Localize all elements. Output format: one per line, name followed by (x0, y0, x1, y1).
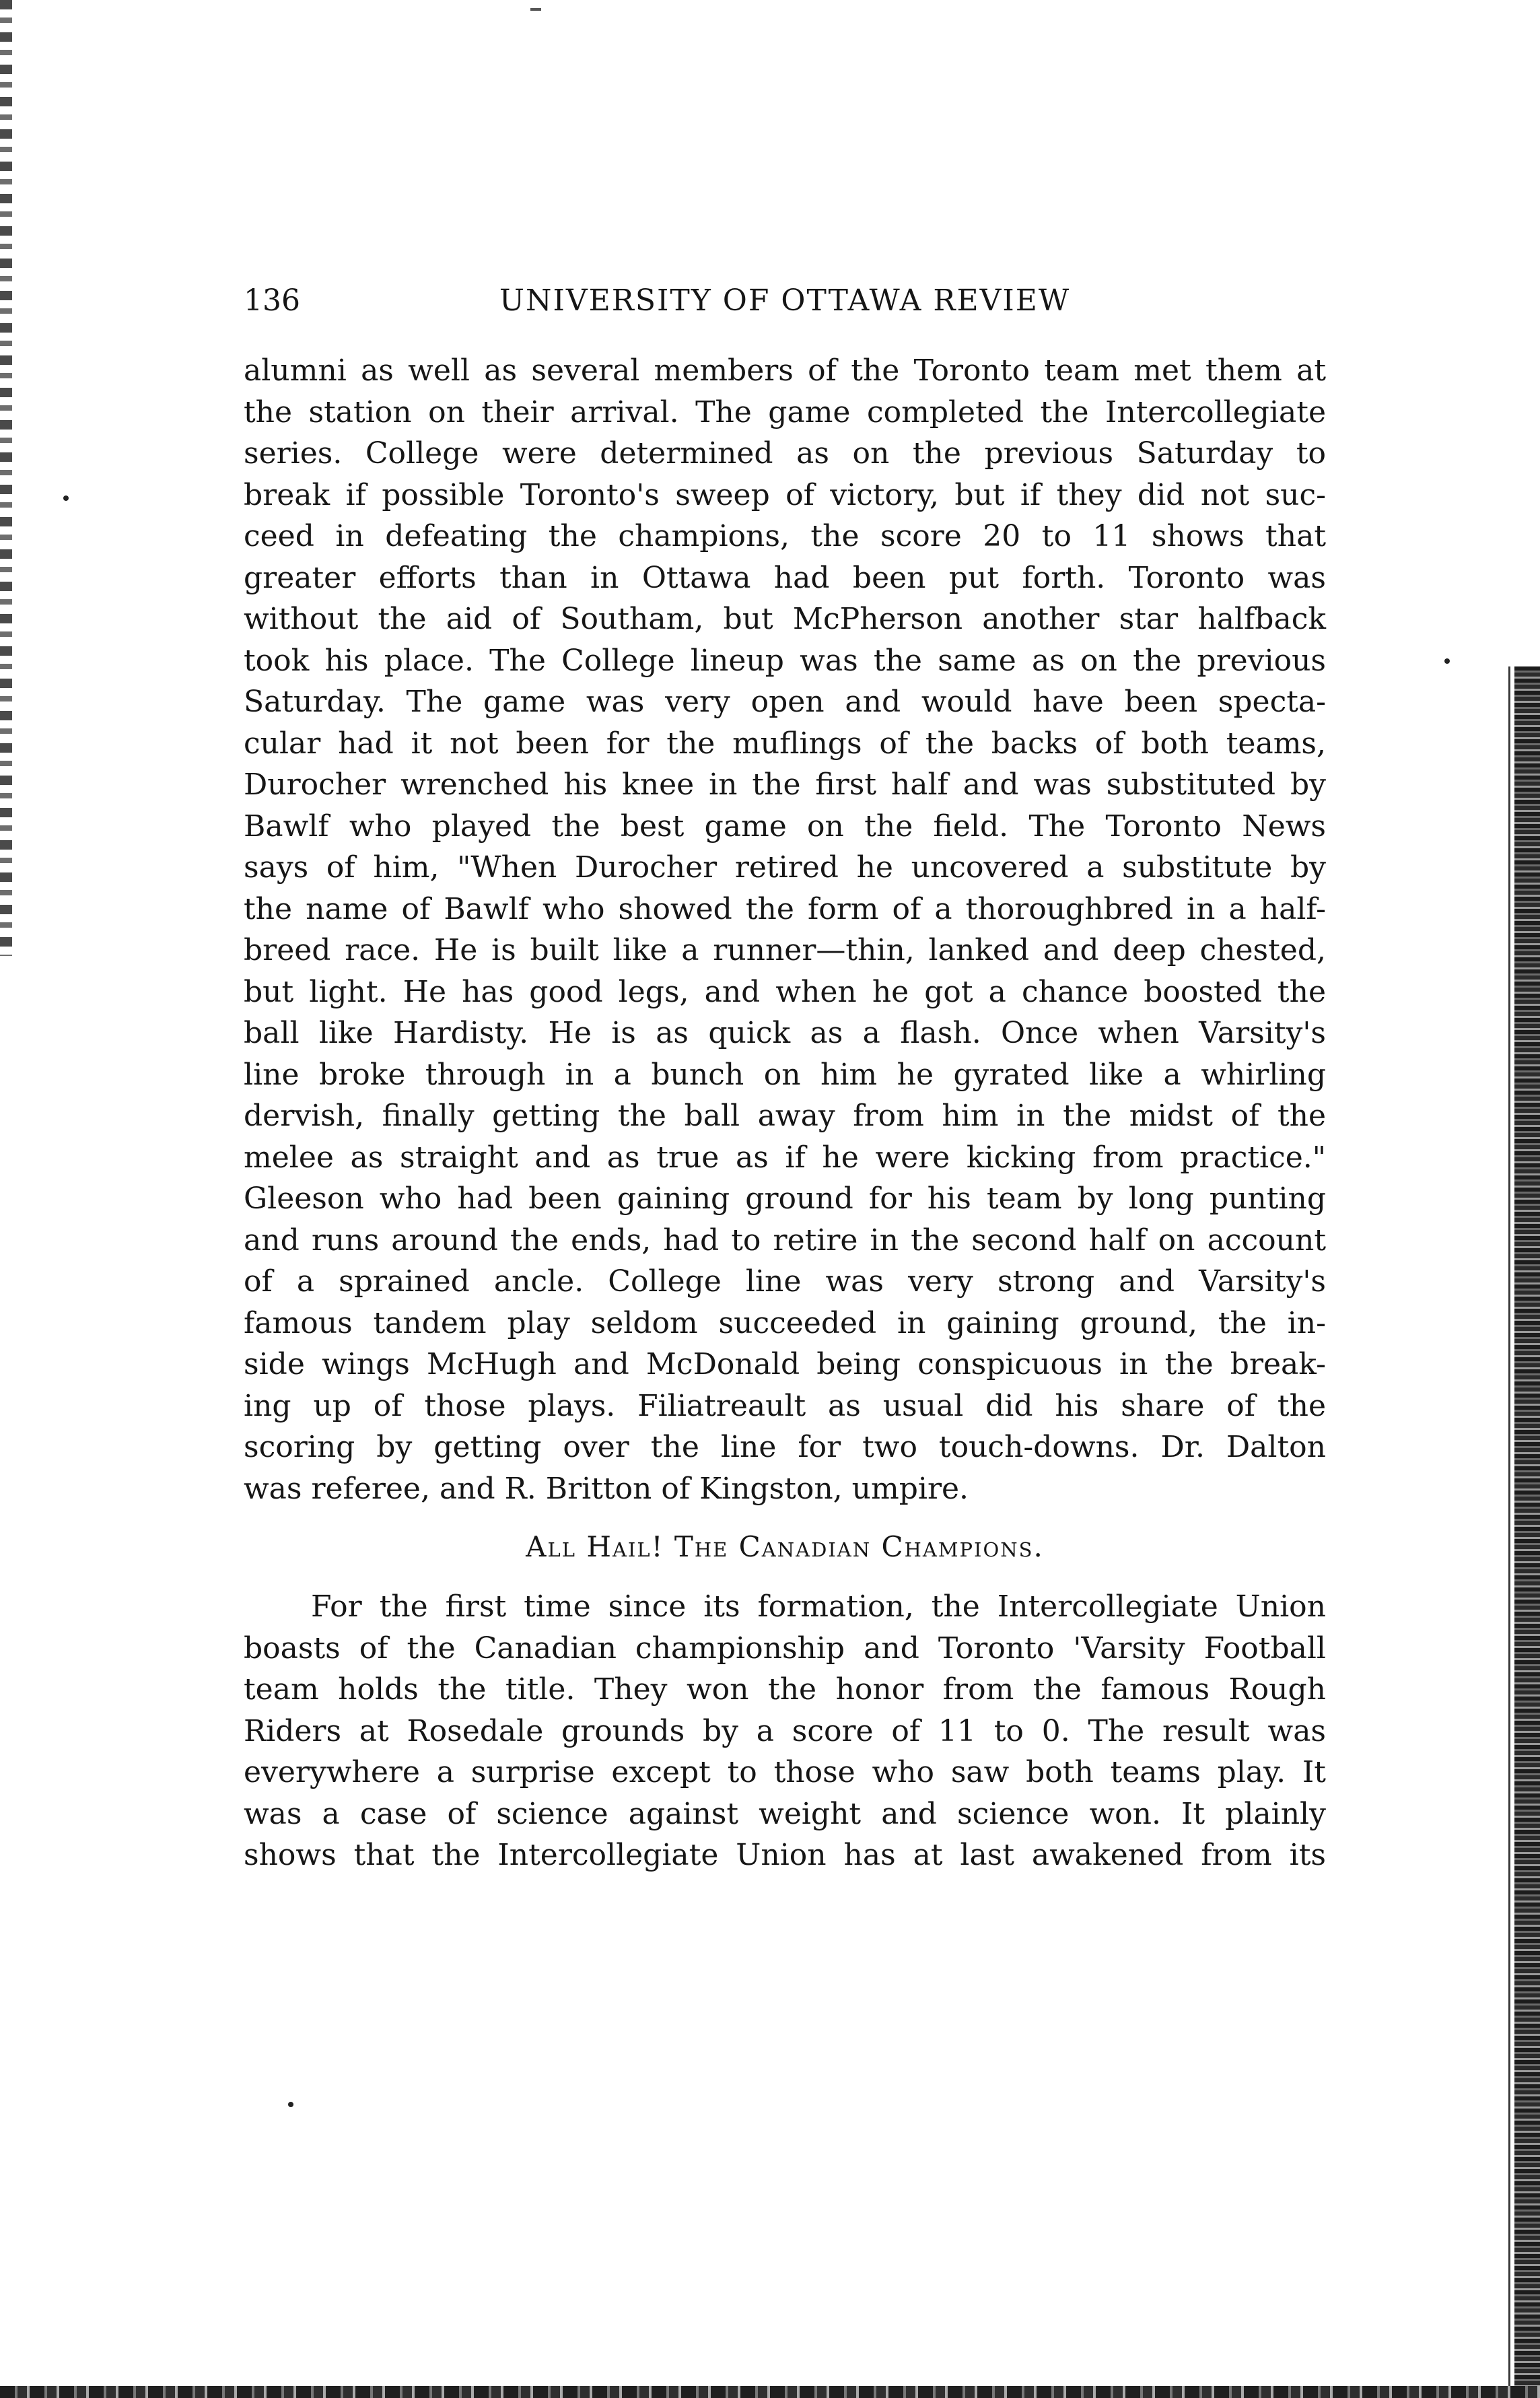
text-line: cular had it not been for the muflings of the backs of both teams, (244, 726, 1326, 761)
text-line: says of him, "When Durocher retired he uncovered a substitute by (244, 850, 1326, 885)
text-line: break if possible Toronto's sweep of victory, but if they did not suc- (244, 477, 1326, 512)
text-line: breed race. He is built like a runner—thin, lanked and deep chested, (244, 933, 1326, 967)
text-line: Durocher wrenched his knee in the first half and was substituted by (244, 767, 1326, 802)
text-line: series. College were determined as on the previous Saturday to (244, 436, 1326, 471)
paragraph-1 (244, 350, 1326, 1509)
text-line: the name of Bawlf who showed the form of a thoroughbred in a half- (244, 891, 1326, 926)
text-line: team holds the title. They won the honor from the famous Rough (244, 1672, 1326, 1707)
section-heading: All Hail! The Canadian Champions. (526, 1530, 1044, 1563)
text-line: greater efforts than in Ottawa had been put forth. Toronto was (244, 560, 1326, 595)
scan-top-mark (530, 8, 541, 11)
text-line: ball like Hardisty. He is as quick as a flash. Once when Varsity's (244, 1016, 1326, 1050)
text-line: was referee, and R. Britton of Kingston, umpire. (244, 1471, 969, 1506)
text-line: line broke through in a bunch on him he gyrated like a whirling (244, 1057, 1326, 1092)
scan-speck (63, 495, 69, 501)
text-line: ceed in defeating the champions, the score 20 to 11 shows that (244, 519, 1326, 553)
text-line: famous tandem play seldom succeeded in gaining ground, the in- (244, 1305, 1326, 1340)
text-line: everywhere a surprise except to those who saw both teams play. It (244, 1755, 1326, 1789)
text-line: Saturday. The game was very open and would have been specta- (244, 685, 1326, 719)
scan-bottom-edge (0, 2386, 1540, 2398)
paragraph-2 (244, 1586, 1326, 1876)
text-line: dervish, finally getting the ball away from him in the midst of the (244, 1099, 1326, 1133)
text-line: but light. He has good legs, and when he got a chance boosted the (244, 974, 1326, 1009)
running-head: UNIVERSITY OF OTTAWA REVIEW (499, 283, 1071, 318)
text-line: melee as straight and as true as if he were kicking from practice." (244, 1140, 1326, 1175)
text-line: Gleeson who had been gaining ground for his team by long punting (244, 1181, 1326, 1216)
text-line: and runs around the ends, had to retire in the second half on account (244, 1223, 1326, 1258)
text-line: ing up of those plays. Filiatreault as usual did his share of the (244, 1388, 1326, 1423)
scan-right-edge-line (1508, 666, 1510, 2398)
text-line: was a case of science against weight and science won. It plainly (244, 1796, 1326, 1831)
text-line: alumni as well as several members of the Toronto team met them at (244, 353, 1326, 388)
text-line: of a sprained ancle. College line was very strong and Varsity's (244, 1264, 1326, 1299)
text-line: For the first time since its formation, the Intercollegiate Union (311, 1589, 1326, 1624)
body-text (244, 350, 1326, 1876)
text-line: Bawlf who played the best game on the field. The Toronto News (244, 809, 1326, 844)
page-number: 136 (244, 283, 300, 318)
text-line: shows that the Intercollegiate Union has at last awakened from its (244, 1838, 1326, 1872)
scan-speck (288, 2102, 293, 2107)
scan-left-edge (0, 0, 12, 956)
text-line: took his place. The College lineup was the same as on the previous (244, 643, 1326, 678)
text-line: side wings McHugh and McDonald being conspicuous in the break- (244, 1347, 1326, 1381)
text-line: without the aid of Southam, but McPherson another star halfback (244, 602, 1326, 636)
scan-right-edge (1514, 666, 1540, 2398)
page-header (244, 277, 1326, 324)
text-line: scoring by getting over the line for two touch-downs. Dr. Dalton (244, 1430, 1326, 1464)
text-line: boasts of the Canadian championship and Toronto 'Varsity Football (244, 1631, 1326, 1666)
scan-speck (1444, 658, 1450, 664)
text-line: the station on their arrival. The game completed the Intercollegiate (244, 395, 1326, 430)
text-line: Riders at Rosedale grounds by a score of 11 to 0. The result was (244, 1713, 1326, 1748)
